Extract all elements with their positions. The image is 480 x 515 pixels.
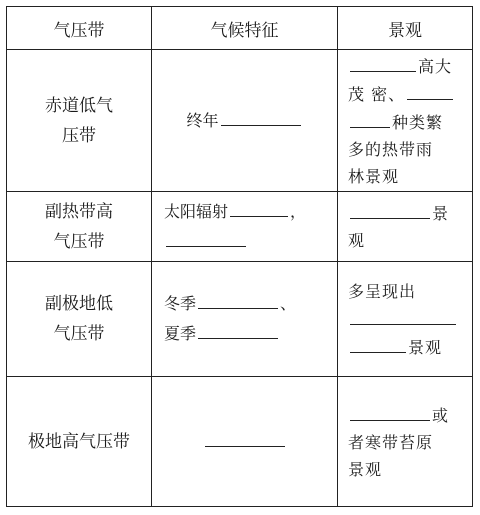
belt-name-line: 气压带 — [53, 324, 105, 344]
landscape-text: 景观 — [348, 204, 450, 250]
landscape-text: 高大 — [418, 56, 453, 76]
answer-blank[interactable] — [221, 106, 301, 126]
landscape-line: 多的热带雨 — [348, 139, 434, 159]
answer-blank[interactable] — [350, 199, 430, 219]
answer-blank[interactable] — [407, 80, 453, 100]
feature-line — [164, 227, 325, 257]
belt-name-line: 副极地低 — [45, 294, 113, 314]
landscape-line — [348, 108, 462, 136]
belt-name-line: 副热带高 — [45, 201, 113, 222]
belt-name-cell — [7, 50, 152, 192]
landscape-text: 景观 — [408, 337, 443, 357]
feature-line — [164, 289, 325, 319]
feature-line — [164, 319, 325, 349]
feature-cell — [152, 192, 338, 262]
answer-blank[interactable] — [350, 305, 456, 325]
answer-blank[interactable] — [198, 319, 278, 339]
belt-name-line: 压带 — [62, 125, 96, 146]
table-row — [7, 192, 473, 262]
header-pressure-belt: 气压带 — [7, 7, 152, 50]
answer-blank[interactable] — [198, 289, 278, 309]
table-row — [7, 377, 473, 507]
belt-name-cell — [7, 262, 152, 377]
landscape-line: 林景观 — [348, 166, 400, 186]
answer-blank[interactable] — [350, 333, 406, 353]
belt-name-cell — [7, 192, 152, 262]
feature-cell — [152, 377, 338, 507]
punctuation: ， — [290, 201, 307, 221]
feature-text: 夏季 — [164, 324, 197, 343]
landscape-line: 景观 — [348, 459, 383, 479]
table-row — [7, 50, 473, 192]
belt-name-cell — [7, 377, 152, 507]
feature-cell — [152, 50, 338, 192]
landscape-line — [348, 80, 462, 108]
landscape-line: 者寒带苔原 — [348, 432, 434, 452]
landscape-line — [348, 305, 462, 333]
landscape-line — [348, 333, 462, 361]
belt-name-line: 气压带 — [53, 231, 105, 252]
belt-name-line: 赤道低气 — [45, 95, 113, 116]
feature-cell — [152, 262, 338, 377]
answer-blank[interactable] — [350, 108, 390, 128]
header-landscape: 景观 — [338, 7, 473, 50]
landscape-cell — [338, 262, 473, 377]
landscape-text: 种类繁 — [392, 112, 444, 132]
feature-text: 终年 — [186, 110, 219, 130]
feature-text: 太阳辐射 — [164, 201, 229, 221]
answer-blank[interactable] — [350, 401, 430, 421]
feature-line — [164, 197, 325, 227]
answer-blank[interactable] — [166, 227, 246, 247]
landscape-line — [348, 401, 462, 429]
landscape-text: 或 — [432, 405, 450, 425]
pressure-belt-table — [6, 6, 473, 507]
answer-blank[interactable] — [205, 427, 285, 447]
landscape-line: 多呈现出 — [348, 281, 417, 301]
landscape-line — [348, 52, 462, 80]
answer-blank[interactable] — [350, 52, 416, 72]
landscape-cell — [338, 192, 473, 262]
punctuation: 、 — [280, 294, 297, 313]
belt-name-line: 极地高气压带 — [28, 431, 130, 452]
table-row — [7, 262, 473, 377]
landscape-cell — [338, 377, 473, 507]
landscape-text: 茂 密、 — [348, 84, 406, 104]
answer-blank[interactable] — [230, 197, 288, 217]
header-climate-features: 气候特征 — [152, 7, 338, 50]
feature-text: 冬季 — [164, 294, 197, 313]
table-header-row — [7, 7, 473, 50]
landscape-cell — [338, 50, 473, 192]
